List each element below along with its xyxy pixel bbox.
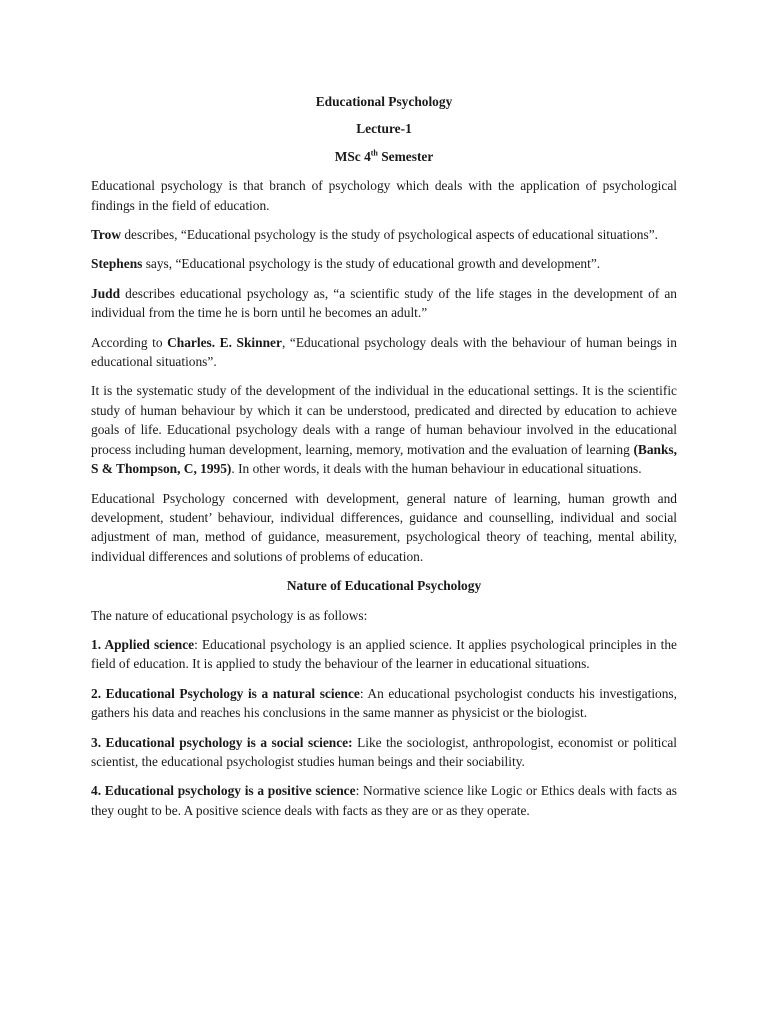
intro-paragraph: Educational psychology is that branch of psychology which deals with the application of psychological findings in the field of education. <box>91 178 677 213</box>
lecture-label: Lecture-1 <box>356 121 412 137</box>
nature-item <box>91 733 677 772</box>
systematic-study-paragraph <box>91 381 677 478</box>
semester-prefix: MSc 4 <box>334 148 371 164</box>
document-page <box>91 92 677 830</box>
item-text: : Educational psychology is an applied science. It applies psychological principles in the field of education. It is applied to study the behaviour of the learner in educational situations. <box>91 636 677 672</box>
item-label: 3. Educational psychology is a social science: <box>91 734 353 750</box>
paragraph-text: . In other words, it deals with the human behaviour in educational situations. <box>231 461 642 477</box>
semester-suffix: Semester <box>377 148 434 164</box>
paragraph-text: It is the systematic study of the development of the individual in the educational settings. It is the scientific study of human behaviour by which it can be understood, predicated and directed by education to achieve goals of life. Educational psychology deals with a range of human behaviour involved in the educational process including human development, learning, memory, motivation and the evaluation of learning <box>91 383 677 457</box>
definition-stephens <box>91 254 677 273</box>
item-text: Like the sociologist, anthropologist, economist or political scientist, the educational psychologist studies human beings and their sociability. <box>91 734 677 769</box>
author-name: Judd <box>91 285 121 301</box>
scope-paragraph: Educational Psychology concerned with development, general nature of learning, human growth and development, student’ behaviour, individual differences, guidance and counselling, individual and social adjustment of man, method of guidance, measurement, psychological theory of teaching, mental ability, individual differences and solutions of problems of education. <box>91 490 677 564</box>
semester-label <box>91 147 677 166</box>
author-name: Charles. E. Skinner <box>167 334 282 350</box>
definition-text: describes educational psychology as, “a scientific study of the life stages in the development of an individual from the time he is born until he becomes an adult.” <box>91 285 677 321</box>
nature-item <box>91 635 677 674</box>
definition-judd <box>91 284 677 323</box>
definition-text: describes, “Educational psychology is the study of psychological aspects of educational situations”. <box>121 227 658 243</box>
definition-trow <box>91 225 677 244</box>
definition-skinner <box>91 333 677 372</box>
item-text: : Normative science like Logic or Ethics deals with facts as they ought to be. A positive science deals with facts as they are or as they operate. <box>91 783 677 818</box>
document-title: Educational Psychology <box>315 94 453 109</box>
author-name: Trow <box>91 227 122 243</box>
citation: (Banks, S & Thompson, C, 1995) <box>91 441 677 477</box>
author-name: Stephens <box>91 256 143 272</box>
nature-intro: The nature of educational psychology is as follows: <box>91 607 368 623</box>
item-label: 2. Educational Psychology is a natural science <box>91 685 360 701</box>
nature-item <box>91 781 677 820</box>
definition-text: , “Educational psychology deals with the behaviour of human beings in educational situations”. <box>91 334 677 370</box>
item-label: 1. Applied science <box>91 636 195 652</box>
nature-item <box>91 684 677 723</box>
skinner-prefix: According to <box>91 334 168 350</box>
definition-text: says, “Educational psychology is the study of educational growth and development”. <box>142 256 601 272</box>
semester-superscript: th <box>370 148 378 158</box>
item-label: 4. Educational psychology is a positive science <box>91 783 356 799</box>
item-text: : An educational psychologist conducts his investigations, gathers his data and reaches his conclusions in the same manner as physicist or the biologist. <box>91 685 677 721</box>
section-heading: Nature of Educational Psychology <box>286 578 482 594</box>
